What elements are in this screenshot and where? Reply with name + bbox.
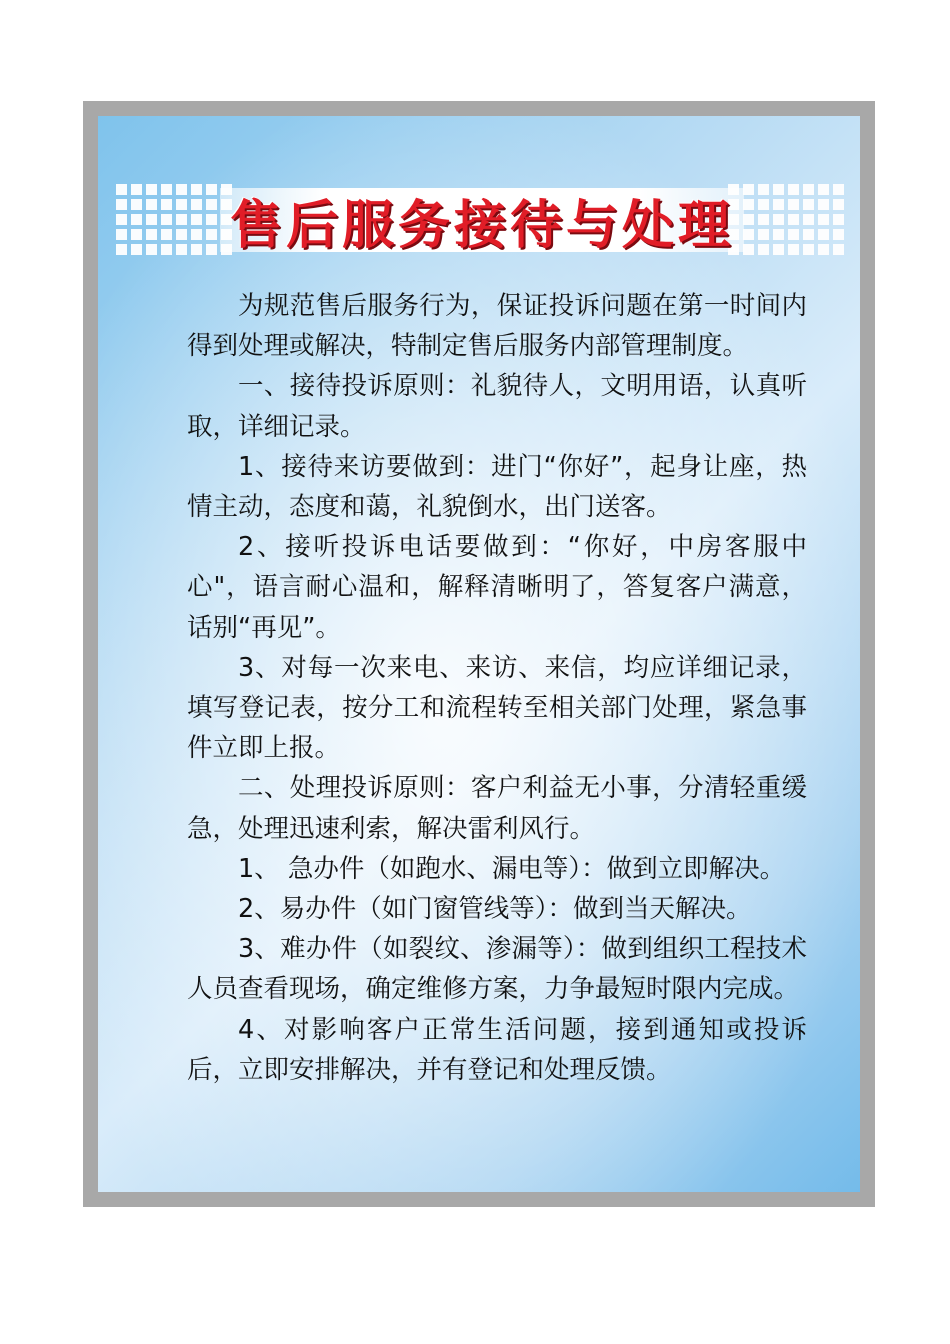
poster-panel: [98, 116, 860, 1192]
poster-frame: [83, 101, 875, 1207]
paragraph-phone-rule: 2、接听投诉电话要做到：“你好，中房客服中心"，语言耐心温和，解释清晰明了，答复客户满意，话别“再见”。: [187, 532, 807, 643]
title-band: [116, 184, 844, 256]
body-text: [187, 286, 807, 1090]
paragraph-handling-principle: 二、处理投诉原则：客户利益无小事，分清轻重缓急，处理迅速利索，解决雷利风行。: [187, 773, 807, 844]
decorative-squares-right: [728, 184, 844, 256]
page-title: 售后服务接待与处理: [229, 195, 734, 256]
title-box: [220, 188, 744, 256]
paragraph-reception-principle: 一、接待投诉原则：礼貌待人，文明用语，认真听取，详细记录。: [187, 371, 807, 442]
paragraph-visit-rule: 1、接待来访要做到：进门“你好”，起身让座，热情主动，态度和蔼，礼貌倒水，出门送客。: [187, 451, 807, 523]
paragraph-urgent-items: 1、 急办件（如跑水、漏电等）：做到立即解决。: [238, 853, 786, 884]
paragraph-record-rule: 3、对每一次来电、来访、来信，均应详细记录，填写登记表，按分工和流程转至相关部门处理，紧急事件立即上报。: [187, 652, 807, 764]
paragraph-easy-items: 2、易办件（如门窗管线等）：做到当天解决。: [238, 894, 752, 925]
paragraph-intro: 为规范售后服务行为，保证投诉问题在第一时间内得到处理或解决，特制定售后服务内部管理制度。: [187, 291, 807, 362]
paragraph-difficult-items: 3、难办件（如裂纹、渗漏等）：做到组织工程技术人员查看现场，确定维修方案，力争最短时限内完成。: [187, 934, 807, 1005]
decorative-squares-left: [116, 184, 232, 256]
paragraph-daily-life-issues: 4、对影响客户正常生活问题，接到通知或投诉后，立即安排解决，并有登记和处理反馈。: [187, 1014, 807, 1085]
